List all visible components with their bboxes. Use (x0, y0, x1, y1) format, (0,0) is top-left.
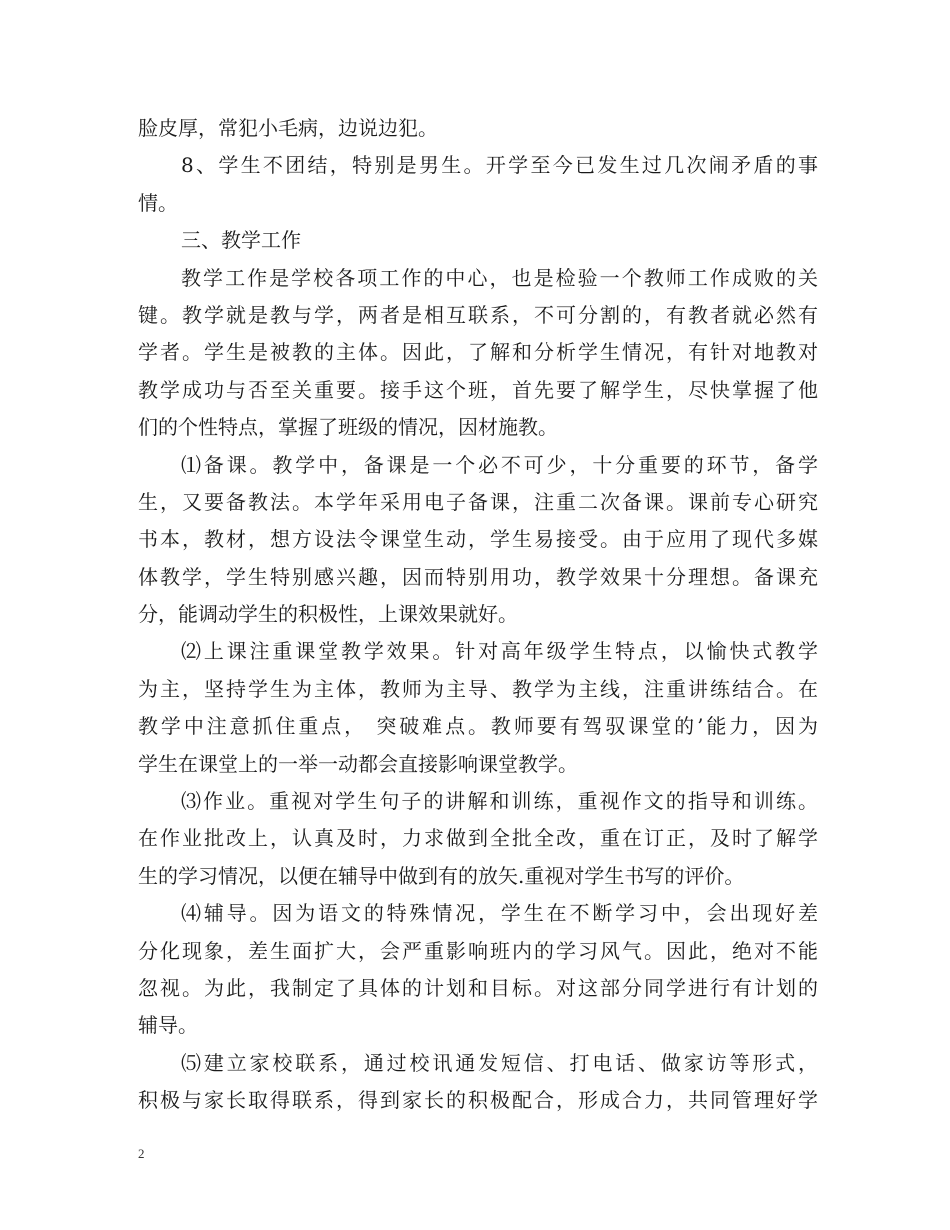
text-line: 为主，坚持学生为主体，教师为主导、教学为主线，注重讲练结合。在 (138, 676, 818, 701)
text-line: 分化现象，差生面扩大，会严重影响班内的学习风气。因此，绝对不能 (138, 938, 818, 963)
text-line: 积极与家长取得联系，得到家长的积极配合，形成合力，共同管理好学 (138, 1088, 818, 1113)
text-line: 分，能调动学生的积极性，上课效果就好。 (138, 602, 518, 627)
text-line: 学者。学生是被教的主体。因此，了解和分析学生情况，有针对地教对 (138, 340, 818, 365)
text-line: ⑷辅导。因为语文的特殊情况，学生在不断学习中，会出现好差 (181, 901, 818, 926)
text-line: ⑸建立家校联系，通过校讯通发短信、打电话、做家访等形式， (181, 1050, 818, 1075)
text-line: 们的个性特点，掌握了班级的情况，因材施教。 (138, 415, 558, 440)
text-line: 教学中注意抓住重点， 突破难点。教师要有驾驭课堂的’能力，因为 (138, 714, 818, 739)
text-line: 在作业批改上，认真及时，力求做到全批全改，重在订正，及时了解学 (138, 826, 818, 851)
text-line: 生的学习情况，以便在辅导中做到有的放矢.重视对学生书写的评价。 (138, 863, 745, 888)
text-line: 教学工作是学校各项工作的中心，也是检验一个教师工作成败的关 (181, 265, 818, 290)
text-line: 脸皮厚，常犯小毛病，边说边犯。 (138, 116, 438, 140)
text-line: 教学成功与否至关重要。接手这个班，首先要了解学生，尽快掌握了他 (138, 377, 818, 402)
text-line: ⑶作业。重视对学生句子的讲解和训练，重视作文的指导和训练。 (181, 789, 818, 814)
text-line: 生，又要备教法。本学年采用电子备课，注重二次备课。课前专心研究 (138, 489, 818, 514)
text-line: 学生在课堂上的一举一动都会直接影响课堂教学。 (138, 751, 578, 776)
text-line: ⑵上课注重课堂教学效果。针对高年级学生特点，以愉快式教学 (181, 639, 818, 664)
text-line: 辅导。 (138, 1013, 198, 1038)
text-line: 情。 (138, 190, 178, 215)
text-line: ⑴备课。教学中，备课是一个必不可少，十分重要的环节，备学 (181, 452, 818, 477)
body-text (138, 110, 818, 1120)
text-line: 8、学生不团结，特别是男生。开学至今已发生过几次闹矛盾的事 (181, 153, 818, 178)
text-line: 忽视。为此，我制定了具体的计划和目标。对这部分同学进行有计划的 (138, 975, 818, 1000)
text-line: 体教学，学生特别感兴趣，因而特别用功，教学效果十分理想。备课充 (138, 564, 818, 589)
page-number: 2 (138, 1146, 145, 1161)
text-line: 三、教学工作 (181, 228, 301, 253)
text-line: 书本，教材，想方设法令课堂生动，学生易接受。由于应用了现代多媒 (138, 527, 818, 552)
text-line: 键。教学就是教与学，两者是相互联系，不可分割的，有教者就必然有 (138, 302, 818, 327)
